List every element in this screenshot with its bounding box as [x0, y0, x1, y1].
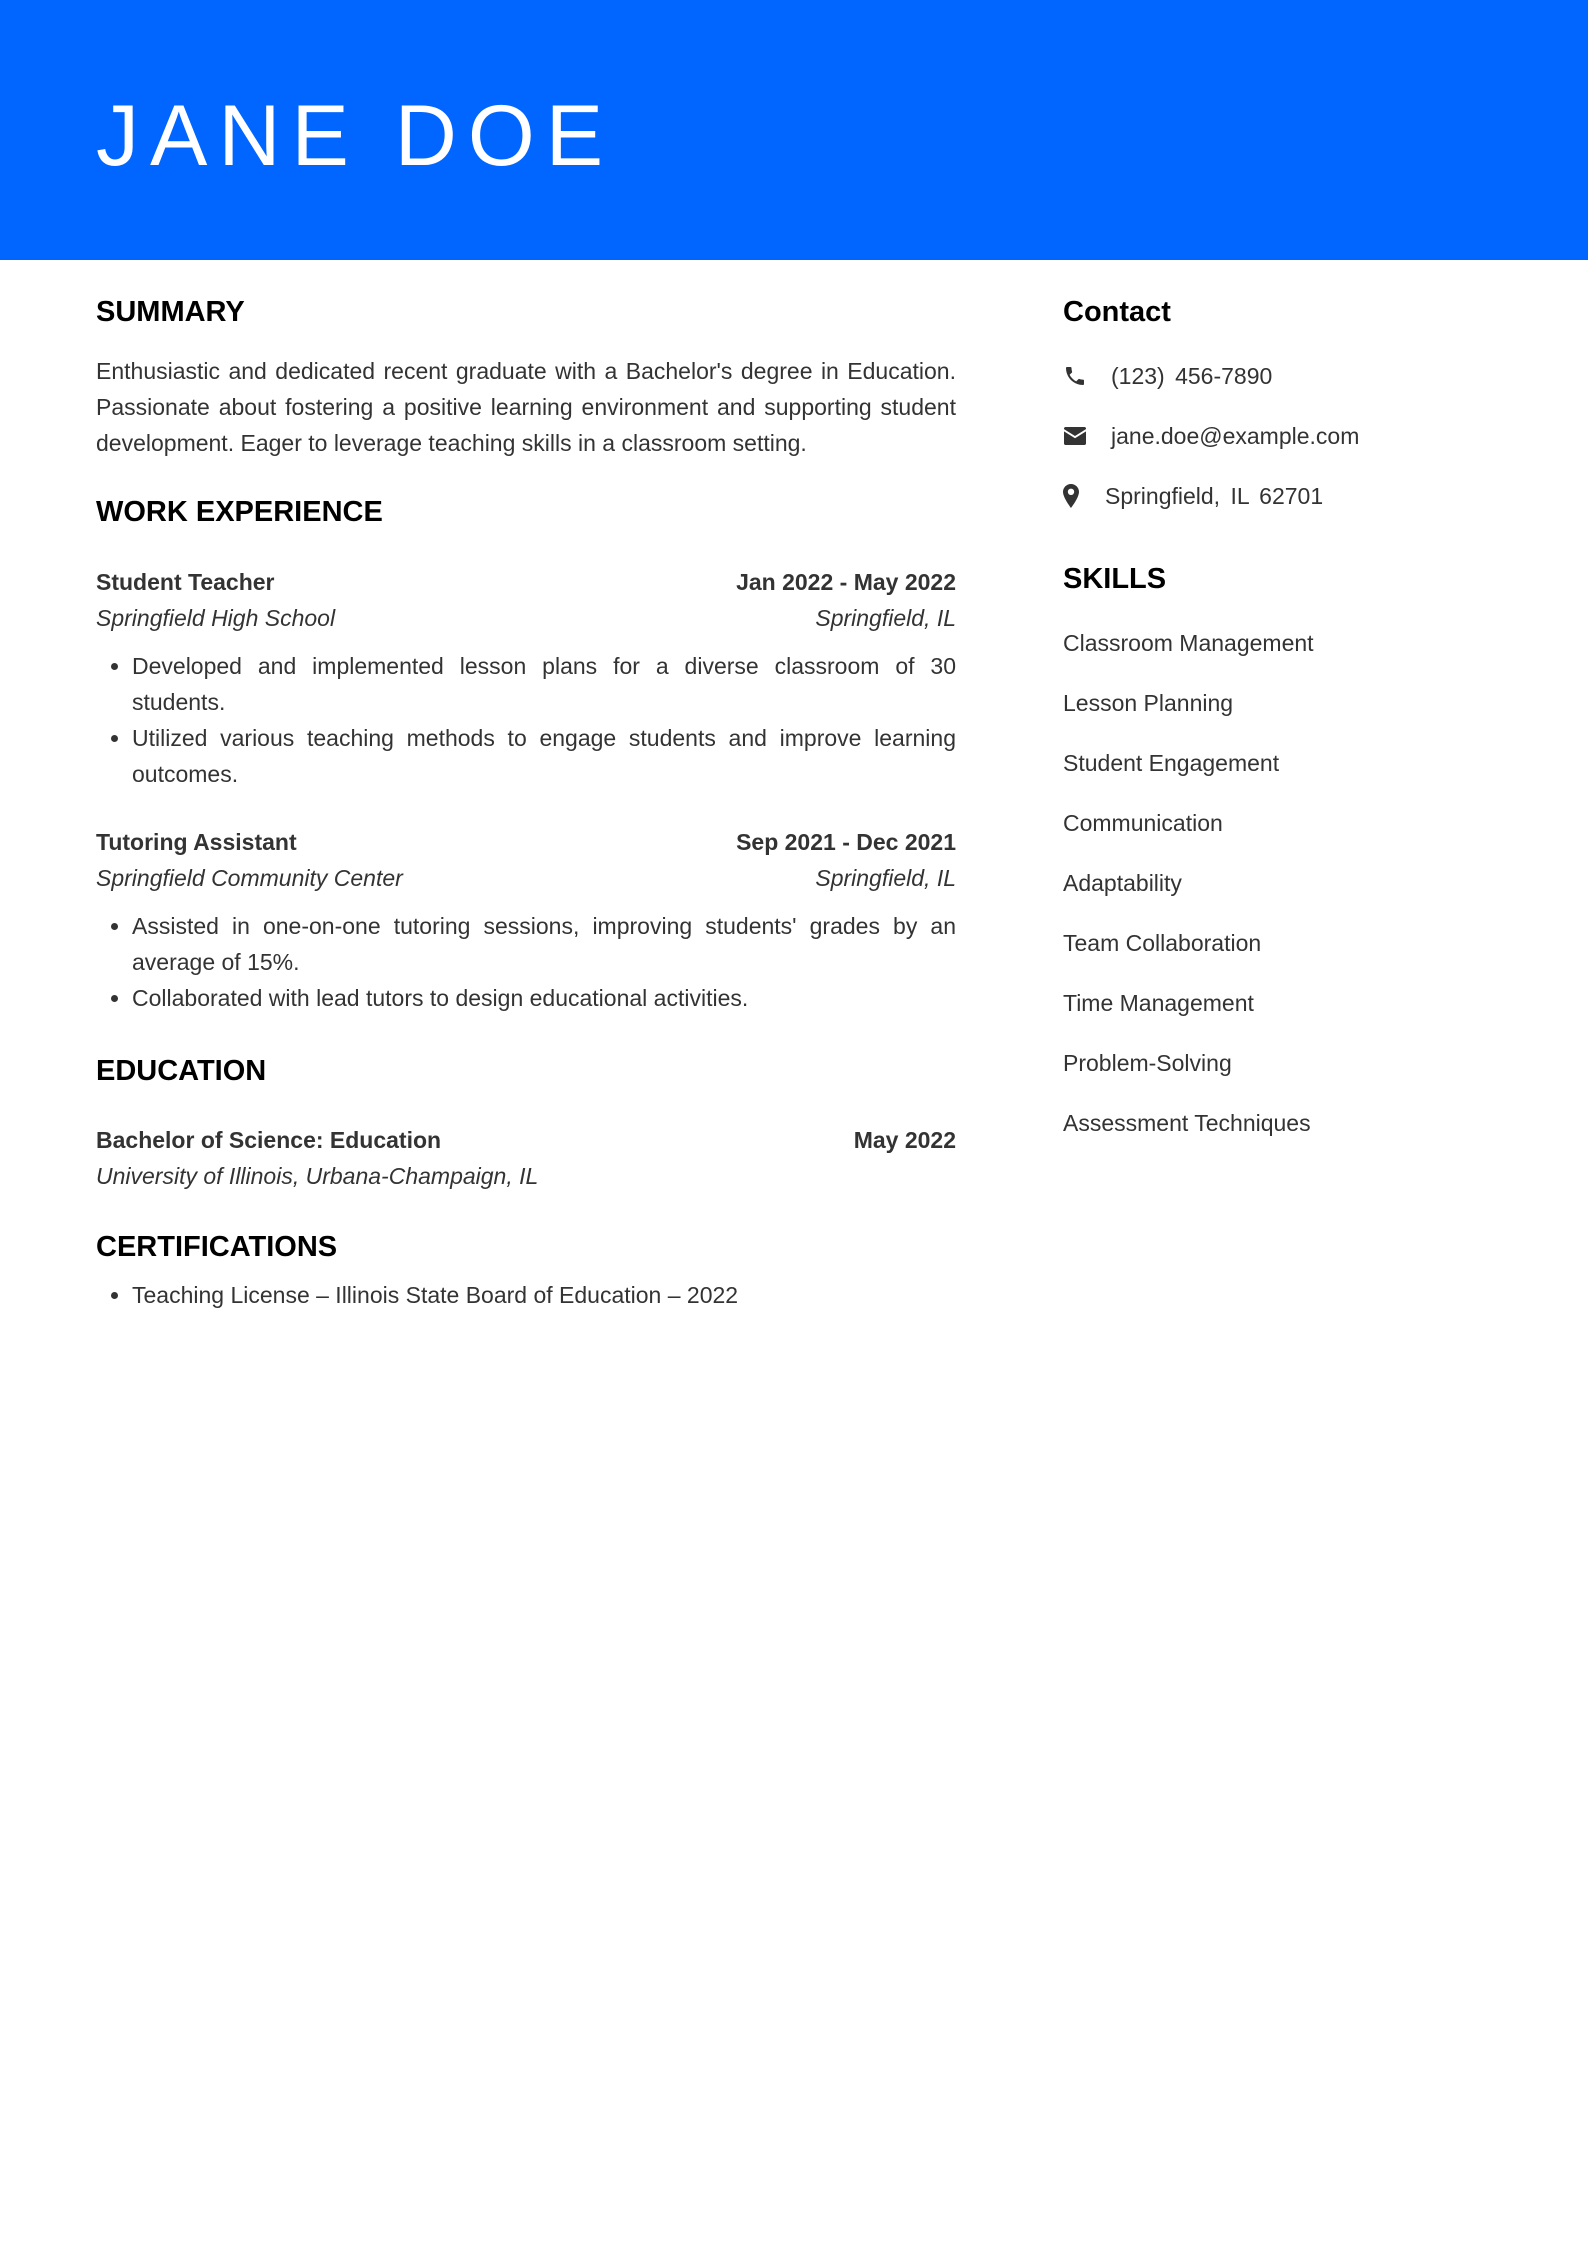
job-organization: Springfield Community Center	[96, 864, 403, 891]
email-address[interactable]: jane.doe@example.com	[1111, 422, 1360, 449]
contact-list	[1063, 358, 1493, 514]
contact-phone	[1063, 358, 1493, 394]
phone-icon	[1063, 363, 1089, 389]
summary-heading: SUMMARY	[96, 296, 245, 328]
contact-location	[1063, 478, 1493, 514]
candidate-name: JANE DOE	[96, 88, 615, 184]
job-bullet: • Developed and implemented lesson plans for a diverse classroom of 30 students.	[132, 648, 956, 720]
phone-number[interactable]: (123) 456-7890	[1111, 362, 1273, 389]
skill-item: Student Engagement	[1063, 749, 1280, 776]
job-bullet: • Utilized various teaching methods to engage students and improve learning outcomes.	[132, 720, 956, 792]
skill-item: Problem-Solving	[1063, 1049, 1232, 1076]
main-column	[96, 260, 956, 1313]
school: University of Illinois, Urbana-Champaign, IL	[96, 1163, 539, 1190]
job-bullets	[96, 908, 956, 1016]
education-heading: EDUCATION	[96, 1054, 267, 1087]
job-bullet: • Assisted in one-on-one tutoring sessions, improving students' grades by an average of 15%.	[132, 908, 956, 980]
skill-item: Lesson Planning	[1063, 689, 1234, 716]
certifications-heading: CERTIFICATIONS	[96, 1231, 338, 1264]
certification-item: • Teaching License – Illinois State Board of Education – 2022	[132, 1277, 956, 1313]
skill-item: Team Collaboration	[1063, 929, 1262, 956]
job-location: Springfield, IL	[815, 864, 956, 891]
graduation-date: May 2022	[853, 1127, 956, 1154]
sidebar-column	[1063, 260, 1493, 1165]
envelope-icon	[1063, 423, 1089, 449]
degree: Bachelor of Science: Education	[96, 1127, 442, 1154]
skills-heading: SKILLS	[1063, 562, 1167, 595]
header-banner	[0, 0, 1588, 260]
job-organization: Springfield High School	[96, 604, 336, 631]
job-bullet: • Collaborated with lead tutors to design educational activities.	[132, 980, 956, 1016]
job-dates: Jan 2022 - May 2022	[736, 568, 956, 595]
job-title: Tutoring Assistant	[96, 828, 297, 855]
skills-list	[1063, 625, 1493, 1141]
location: Springfield, IL 62701	[1105, 482, 1324, 509]
job-dates: Sep 2021 - Dec 2021	[736, 828, 956, 855]
map-pin-icon	[1063, 483, 1081, 509]
skill-item: Adaptability	[1063, 869, 1182, 896]
skill-item: Assessment Techniques	[1063, 1109, 1311, 1136]
summary-text: Enthusiastic and dedicated recent graduate with a Bachelor's degree in Education. Passionate about fostering a positive learning environment and supporting student development. Eager to leverage teaching skills in a classroom setting.	[96, 357, 956, 456]
skill-item: Communication	[1063, 809, 1223, 836]
skill-item: Time Management	[1063, 989, 1254, 1016]
work-experience-heading: WORK EXPERIENCE	[96, 495, 383, 528]
contact-heading: Contact	[1063, 296, 1171, 328]
job-entry	[96, 564, 956, 792]
certifications-list	[96, 1277, 956, 1313]
job-location: Springfield, IL	[815, 604, 956, 631]
skill-item: Classroom Management	[1063, 629, 1314, 656]
job-bullets	[96, 648, 956, 792]
job-entry	[96, 824, 956, 1016]
contact-email	[1063, 418, 1493, 454]
job-title: Student Teacher	[96, 568, 275, 595]
education-entry	[96, 1122, 956, 1194]
